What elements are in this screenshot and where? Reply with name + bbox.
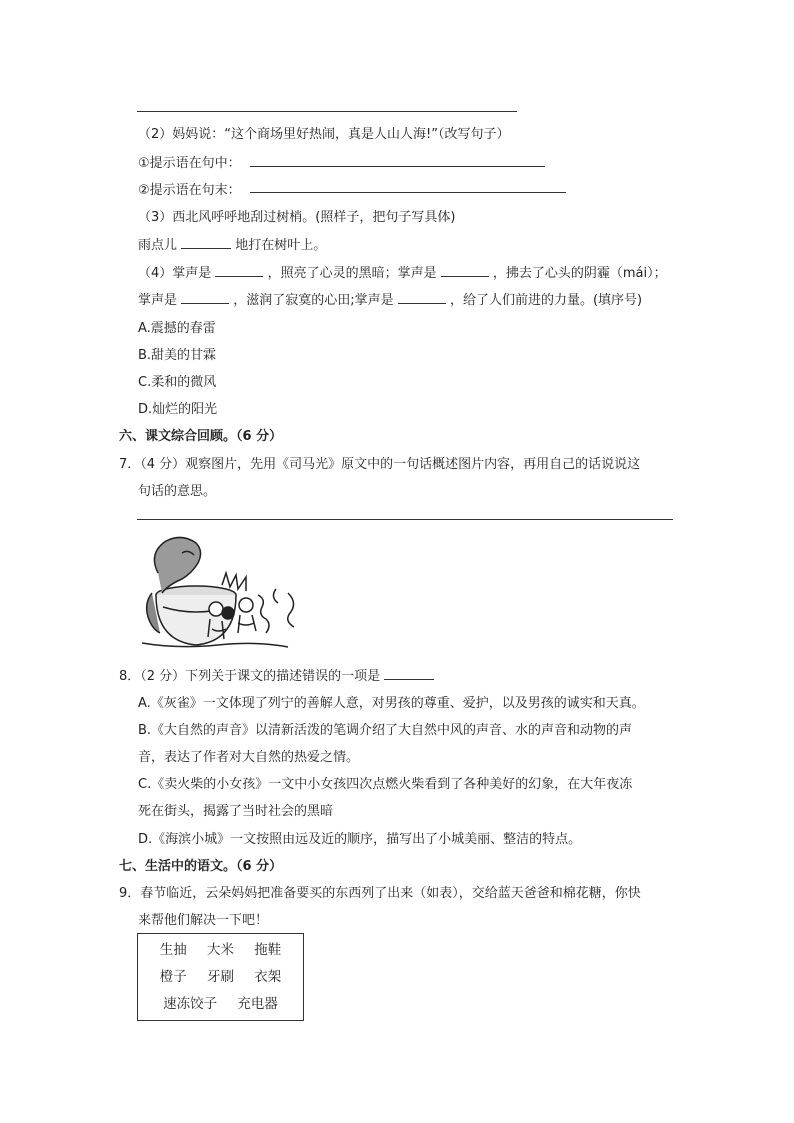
table-row [138,965,303,985]
q3-line-end: 地打在树叶上。 [235,238,327,253]
q8-stem-text: 8．（2 分）下列关于课文的描述错误的一项是 [119,669,381,684]
q2-option-2-label: ②提示语在句末： [138,183,241,198]
q4-l2c: ，给了人们前进的力量。(填序号) [449,293,643,308]
q4-l2a: 掌声是 [138,293,178,308]
section-6-heading: 六、课文综合回顾。（6 分） [119,429,283,444]
q8-stem [119,665,434,684]
q3-line-start: 雨点儿 [138,238,178,253]
section-7-heading: 七、生活中的语文。（6 分） [119,859,283,874]
answer-line-top [137,111,517,112]
q8-option-d: D.《海滨小城》一文按照由远及近的顺序，描写出了小城美丽、整洁的特点。 [138,832,582,847]
table-cell: 充电器 [237,996,278,1012]
q4-l1b: ，照亮了心灵的黑暗；掌声是 [267,266,437,281]
q3-example-line [138,234,326,253]
q8-option-c-line-1: C.《卖火柴的小女孩》一文中小女孩四次点燃火柴看到了各种美好的幻象，在大年夜冻 [138,777,633,792]
q7-answer-line[interactable] [137,519,673,520]
q4-l1a: （4）掌声是 [138,266,212,281]
q4-l2b: ，滋润了寂寞的心田;掌声是 [233,293,394,308]
table-cell: 生抽 [159,942,187,958]
table-cell: 橙子 [159,969,187,985]
q2-answer-line-1[interactable] [250,166,545,167]
table-cell: 拖鞋 [254,942,282,958]
q4-blank-2[interactable] [441,264,489,277]
q4-option-b: B.甜美的甘霖 [138,348,217,363]
q8-option-c-line-2: 死在街头，揭露了当时社会的黑暗 [138,804,334,819]
q4-blank-3[interactable] [181,291,229,304]
q8-option-a: A.《灰雀》一文体现了列宁的善解人意，对男孩的尊重、爱护，以及男孩的诚实和天真。 [138,696,645,711]
q9-line-1: 9．春节临近，云朵妈妈把准备要买的东西列了出来（如表），交给蓝天爸爸和棉花糖，你快 [119,886,641,901]
q4-option-d: D.灿烂的阳光 [138,402,218,417]
table-row [138,992,303,1012]
q7-line-1: 7．（4 分）观察图片，先用《司马光》原文中的一句话概述图片内容，再用自己的话说说这 [119,457,641,472]
q7-line-2: 句话的意思。 [138,484,217,499]
q3-text: （3）西北风呼呼地刮过树梢。(照样子，把句子写具体) [138,210,456,225]
q8-option-b-line-2: 音，表达了作者对大自然的热爱之情。 [138,750,360,765]
q2-text: （2）妈妈说：“这个商场里好热闹，真是人山人海!”（改写句子） [138,127,510,142]
shopping-list-table [137,933,304,1021]
q4-option-a: A.震撼的春雷 [138,321,216,336]
table-cell: 衣架 [254,969,282,985]
q8-option-b-line-1: B.《大自然的声音》以清新活泼的笔调介绍了大自然中风的声音、水的声音和动物的声 [138,723,633,738]
q3-blank[interactable] [181,236,231,249]
table-cell: 速冻饺子 [163,996,218,1012]
q9-line-2: 来帮他们解决一下吧！ [138,913,269,928]
q2-option-2 [138,179,241,198]
table-cell: 大米 [207,942,234,958]
q4-l1c: ，拂去了心头的阴霾（mái）； [492,266,667,281]
q4-blank-4[interactable] [398,291,446,304]
q4-option-c: C.柔和的微风 [138,375,217,390]
q2-answer-line-2[interactable] [250,192,566,193]
table-row [138,938,303,958]
table-cell: 牙刷 [207,969,234,985]
q2-option-1-label: ①提示语在句中： [138,156,241,171]
sima-guang-illustration [138,533,298,651]
q8-blank[interactable] [384,667,434,680]
q4-line-2 [138,289,642,308]
q2-option-1 [138,152,241,171]
q4-blank-1[interactable] [215,264,263,277]
q4-line-1 [138,262,667,281]
